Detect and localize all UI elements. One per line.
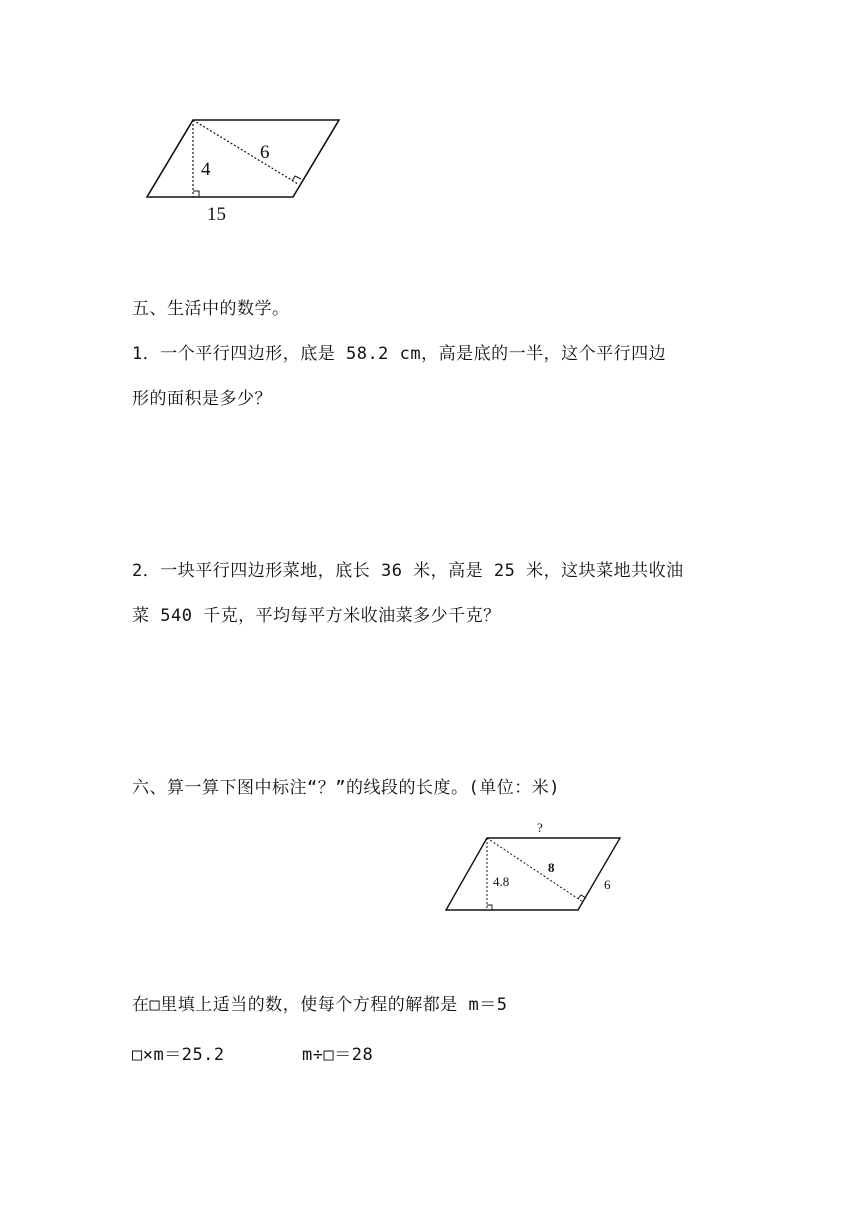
diagonal-label: 6 bbox=[260, 142, 270, 163]
right-angle-mark bbox=[292, 176, 301, 181]
parallelogram-outline bbox=[446, 838, 620, 910]
right-angle-mark bbox=[193, 191, 199, 197]
question-1-line-2: 形的面积是多少？ bbox=[132, 389, 272, 409]
section-6-heading: 六、算一算下图中标注“？”的线段的长度。(单位：米) bbox=[132, 778, 560, 798]
height-label: 4 bbox=[201, 159, 211, 180]
question-2-line-2: 菜 540 千克，平均每平方米收油菜多少千克？ bbox=[132, 606, 501, 626]
right-angle-mark bbox=[487, 905, 492, 910]
parallelogram-figure-1 bbox=[140, 112, 350, 232]
diagonal-label: 8 bbox=[548, 860, 555, 875]
height-label: 4.8 bbox=[493, 874, 510, 889]
base-label: 15 bbox=[207, 204, 226, 225]
fill-in-instruction: 在□里填上适当的数，使每个方程的解都是 m＝5 bbox=[132, 995, 508, 1015]
parallelogram-outline bbox=[147, 120, 339, 197]
section-5-heading: 五、生活中的数学。 bbox=[132, 299, 290, 319]
question-2-line-1: 2．一块平行四边形菜地，底长 36 米，高是 25 米，这块菜地共收油 bbox=[132, 561, 684, 581]
perpendicular-dotted-line bbox=[487, 838, 583, 902]
side-label: 6 bbox=[604, 877, 611, 892]
question-1-line-1: 1．一个平行四边形，底是 58.2 cm，高是底的一半，这个平行四边 bbox=[132, 344, 667, 364]
unknown-top-label: ? bbox=[537, 820, 543, 835]
parallelogram-figure-2 bbox=[440, 815, 630, 920]
equation-2: m÷□＝28 bbox=[302, 1045, 374, 1065]
equation-1: □×m＝25.2 bbox=[132, 1045, 225, 1065]
